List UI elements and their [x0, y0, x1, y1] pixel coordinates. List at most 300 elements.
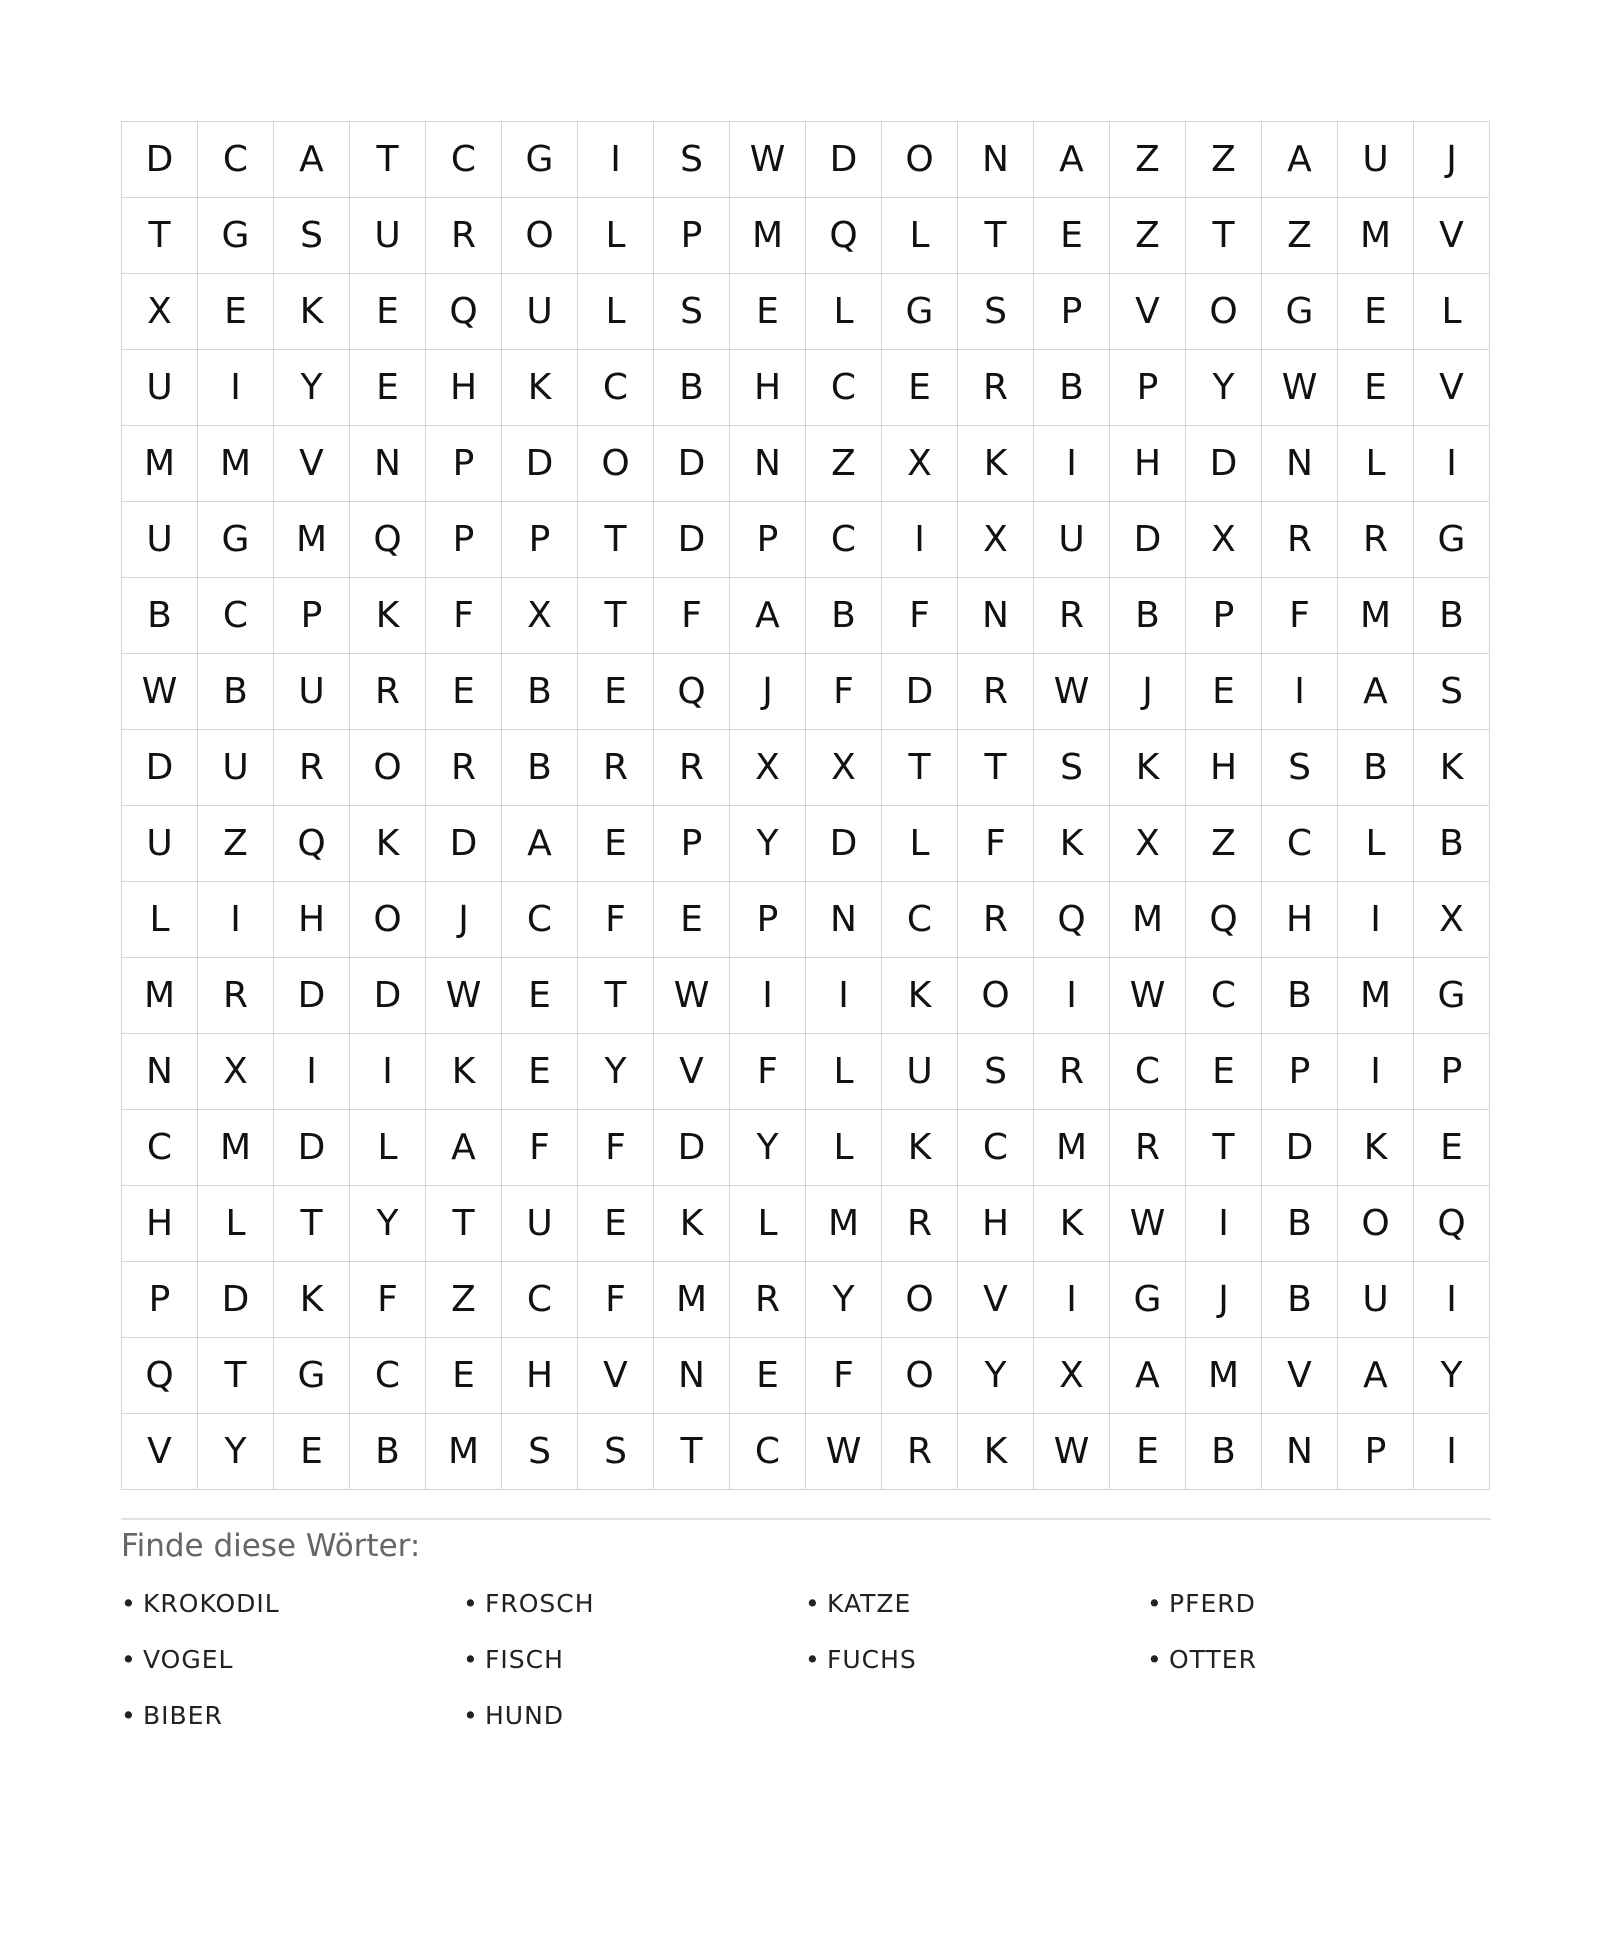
- grid-cell[interactable]: B: [654, 350, 730, 426]
- grid-cell[interactable]: L: [730, 1186, 806, 1262]
- grid-cell[interactable]: M: [1338, 958, 1414, 1034]
- grid-cell[interactable]: X: [122, 274, 198, 350]
- grid-cell[interactable]: R: [274, 730, 350, 806]
- grid-cell[interactable]: P: [730, 882, 806, 958]
- grid-cell[interactable]: R: [1262, 502, 1338, 578]
- grid-cell[interactable]: R: [1034, 578, 1110, 654]
- grid-cell[interactable]: G: [882, 274, 958, 350]
- grid-cell[interactable]: Y: [350, 1186, 426, 1262]
- grid-cell[interactable]: C: [198, 578, 274, 654]
- grid-cell[interactable]: D: [1262, 1110, 1338, 1186]
- grid-cell[interactable]: R: [730, 1262, 806, 1338]
- grid-cell[interactable]: D: [426, 806, 502, 882]
- grid-cell[interactable]: W: [1110, 1186, 1186, 1262]
- grid-cell[interactable]: O: [882, 122, 958, 198]
- grid-cell[interactable]: U: [882, 1034, 958, 1110]
- grid-cell[interactable]: Z: [198, 806, 274, 882]
- grid-cell[interactable]: I: [882, 502, 958, 578]
- grid-cell[interactable]: Q: [1034, 882, 1110, 958]
- grid-cell[interactable]: D: [654, 426, 730, 502]
- grid-cell[interactable]: B: [1414, 806, 1490, 882]
- grid-cell[interactable]: M: [730, 198, 806, 274]
- grid-cell[interactable]: G: [1110, 1262, 1186, 1338]
- grid-cell[interactable]: X: [730, 730, 806, 806]
- grid-cell[interactable]: Z: [1186, 806, 1262, 882]
- grid-cell[interactable]: X: [502, 578, 578, 654]
- grid-cell[interactable]: S: [958, 1034, 1034, 1110]
- grid-cell[interactable]: S: [1414, 654, 1490, 730]
- grid-cell[interactable]: K: [958, 1414, 1034, 1490]
- grid-cell[interactable]: N: [806, 882, 882, 958]
- grid-cell[interactable]: I: [1186, 1186, 1262, 1262]
- grid-cell[interactable]: M: [654, 1262, 730, 1338]
- grid-cell[interactable]: Y: [730, 806, 806, 882]
- grid-cell[interactable]: G: [198, 502, 274, 578]
- grid-cell[interactable]: T: [654, 1414, 730, 1490]
- grid-cell[interactable]: D: [274, 1110, 350, 1186]
- grid-cell[interactable]: L: [806, 274, 882, 350]
- grid-cell[interactable]: Q: [806, 198, 882, 274]
- grid-cell[interactable]: I: [198, 350, 274, 426]
- grid-cell[interactable]: P: [730, 502, 806, 578]
- grid-cell[interactable]: E: [1034, 198, 1110, 274]
- grid-cell[interactable]: L: [882, 806, 958, 882]
- grid-cell[interactable]: E: [198, 274, 274, 350]
- grid-cell[interactable]: F: [654, 578, 730, 654]
- grid-cell[interactable]: Q: [274, 806, 350, 882]
- grid-cell[interactable]: K: [1034, 806, 1110, 882]
- grid-cell[interactable]: R: [350, 654, 426, 730]
- grid-cell[interactable]: E: [1186, 654, 1262, 730]
- grid-cell[interactable]: F: [806, 654, 882, 730]
- grid-cell[interactable]: K: [350, 806, 426, 882]
- grid-cell[interactable]: F: [806, 1338, 882, 1414]
- grid-cell[interactable]: U: [1338, 122, 1414, 198]
- grid-cell[interactable]: U: [122, 350, 198, 426]
- grid-cell[interactable]: V: [1414, 198, 1490, 274]
- grid-cell[interactable]: U: [274, 654, 350, 730]
- grid-cell[interactable]: Y: [1414, 1338, 1490, 1414]
- grid-cell[interactable]: F: [578, 882, 654, 958]
- grid-cell[interactable]: R: [1110, 1110, 1186, 1186]
- grid-cell[interactable]: D: [274, 958, 350, 1034]
- grid-cell[interactable]: Z: [426, 1262, 502, 1338]
- grid-cell[interactable]: B: [806, 578, 882, 654]
- grid-cell[interactable]: E: [426, 1338, 502, 1414]
- grid-cell[interactable]: J: [1186, 1262, 1262, 1338]
- grid-cell[interactable]: P: [1414, 1034, 1490, 1110]
- grid-cell[interactable]: O: [1186, 274, 1262, 350]
- grid-cell[interactable]: M: [1110, 882, 1186, 958]
- grid-cell[interactable]: F: [730, 1034, 806, 1110]
- grid-cell[interactable]: C: [806, 350, 882, 426]
- grid-cell[interactable]: D: [882, 654, 958, 730]
- grid-cell[interactable]: R: [578, 730, 654, 806]
- grid-cell[interactable]: P: [654, 806, 730, 882]
- grid-cell[interactable]: L: [122, 882, 198, 958]
- grid-cell[interactable]: S: [654, 122, 730, 198]
- grid-cell[interactable]: V: [958, 1262, 1034, 1338]
- grid-cell[interactable]: P: [502, 502, 578, 578]
- grid-cell[interactable]: B: [1262, 1186, 1338, 1262]
- grid-cell[interactable]: E: [578, 806, 654, 882]
- grid-cell[interactable]: I: [1034, 1262, 1110, 1338]
- grid-cell[interactable]: A: [1338, 1338, 1414, 1414]
- grid-cell[interactable]: L: [1414, 274, 1490, 350]
- grid-cell[interactable]: W: [1034, 1414, 1110, 1490]
- grid-cell[interactable]: E: [1414, 1110, 1490, 1186]
- grid-cell[interactable]: O: [958, 958, 1034, 1034]
- grid-cell[interactable]: F: [578, 1110, 654, 1186]
- grid-cell[interactable]: T: [122, 198, 198, 274]
- grid-cell[interactable]: C: [502, 1262, 578, 1338]
- grid-cell[interactable]: A: [426, 1110, 502, 1186]
- grid-cell[interactable]: H: [274, 882, 350, 958]
- grid-cell[interactable]: L: [198, 1186, 274, 1262]
- grid-cell[interactable]: C: [1110, 1034, 1186, 1110]
- grid-cell[interactable]: X: [198, 1034, 274, 1110]
- grid-cell[interactable]: K: [350, 578, 426, 654]
- grid-cell[interactable]: B: [198, 654, 274, 730]
- grid-cell[interactable]: E: [1110, 1414, 1186, 1490]
- grid-cell[interactable]: K: [274, 274, 350, 350]
- grid-cell[interactable]: C: [958, 1110, 1034, 1186]
- grid-cell[interactable]: Y: [198, 1414, 274, 1490]
- grid-cell[interactable]: K: [426, 1034, 502, 1110]
- grid-cell[interactable]: X: [1414, 882, 1490, 958]
- grid-cell[interactable]: U: [122, 806, 198, 882]
- grid-cell[interactable]: E: [1338, 350, 1414, 426]
- grid-cell[interactable]: A: [502, 806, 578, 882]
- grid-cell[interactable]: Z: [1110, 198, 1186, 274]
- grid-cell[interactable]: U: [1338, 1262, 1414, 1338]
- grid-cell[interactable]: H: [730, 350, 806, 426]
- grid-cell[interactable]: Y: [1186, 350, 1262, 426]
- grid-cell[interactable]: D: [1110, 502, 1186, 578]
- grid-cell[interactable]: M: [274, 502, 350, 578]
- grid-cell[interactable]: L: [882, 198, 958, 274]
- grid-cell[interactable]: I: [1262, 654, 1338, 730]
- grid-cell[interactable]: Y: [274, 350, 350, 426]
- grid-cell[interactable]: P: [1338, 1414, 1414, 1490]
- grid-cell[interactable]: F: [1262, 578, 1338, 654]
- grid-cell[interactable]: R: [654, 730, 730, 806]
- grid-cell[interactable]: B: [1262, 1262, 1338, 1338]
- grid-cell[interactable]: T: [958, 730, 1034, 806]
- grid-cell[interactable]: I: [350, 1034, 426, 1110]
- grid-cell[interactable]: W: [730, 122, 806, 198]
- grid-cell[interactable]: I: [1034, 958, 1110, 1034]
- grid-cell[interactable]: D: [198, 1262, 274, 1338]
- grid-cell[interactable]: K: [958, 426, 1034, 502]
- grid-cell[interactable]: W: [426, 958, 502, 1034]
- grid-cell[interactable]: T: [958, 198, 1034, 274]
- grid-cell[interactable]: T: [578, 502, 654, 578]
- grid-cell[interactable]: P: [274, 578, 350, 654]
- grid-cell[interactable]: E: [274, 1414, 350, 1490]
- grid-cell[interactable]: M: [122, 958, 198, 1034]
- grid-cell[interactable]: O: [350, 882, 426, 958]
- grid-cell[interactable]: E: [730, 1338, 806, 1414]
- grid-cell[interactable]: B: [122, 578, 198, 654]
- grid-cell[interactable]: R: [882, 1414, 958, 1490]
- grid-cell[interactable]: J: [1414, 122, 1490, 198]
- grid-cell[interactable]: W: [806, 1414, 882, 1490]
- grid-cell[interactable]: T: [274, 1186, 350, 1262]
- grid-cell[interactable]: K: [1034, 1186, 1110, 1262]
- grid-cell[interactable]: H: [958, 1186, 1034, 1262]
- grid-cell[interactable]: N: [350, 426, 426, 502]
- grid-cell[interactable]: K: [882, 1110, 958, 1186]
- grid-cell[interactable]: T: [578, 578, 654, 654]
- grid-cell[interactable]: E: [1186, 1034, 1262, 1110]
- grid-cell[interactable]: M: [1338, 578, 1414, 654]
- grid-cell[interactable]: M: [1338, 198, 1414, 274]
- grid-cell[interactable]: W: [1262, 350, 1338, 426]
- grid-cell[interactable]: C: [1186, 958, 1262, 1034]
- grid-cell[interactable]: M: [198, 426, 274, 502]
- grid-cell[interactable]: P: [1034, 274, 1110, 350]
- grid-cell[interactable]: L: [578, 274, 654, 350]
- grid-cell[interactable]: O: [578, 426, 654, 502]
- grid-cell[interactable]: D: [122, 730, 198, 806]
- grid-cell[interactable]: V: [1414, 350, 1490, 426]
- grid-cell[interactable]: P: [1262, 1034, 1338, 1110]
- grid-cell[interactable]: O: [882, 1338, 958, 1414]
- grid-cell[interactable]: B: [1414, 578, 1490, 654]
- grid-cell[interactable]: Q: [1186, 882, 1262, 958]
- grid-cell[interactable]: R: [426, 730, 502, 806]
- grid-cell[interactable]: J: [730, 654, 806, 730]
- grid-cell[interactable]: R: [198, 958, 274, 1034]
- grid-cell[interactable]: W: [1034, 654, 1110, 730]
- grid-cell[interactable]: T: [426, 1186, 502, 1262]
- grid-cell[interactable]: Q: [350, 502, 426, 578]
- grid-cell[interactable]: E: [350, 350, 426, 426]
- grid-cell[interactable]: E: [654, 882, 730, 958]
- grid-cell[interactable]: I: [1338, 1034, 1414, 1110]
- grid-cell[interactable]: D: [654, 502, 730, 578]
- grid-cell[interactable]: U: [502, 274, 578, 350]
- grid-cell[interactable]: Y: [730, 1110, 806, 1186]
- grid-cell[interactable]: Q: [654, 654, 730, 730]
- grid-cell[interactable]: N: [958, 578, 1034, 654]
- grid-cell[interactable]: N: [122, 1034, 198, 1110]
- grid-cell[interactable]: M: [1034, 1110, 1110, 1186]
- grid-cell[interactable]: L: [806, 1034, 882, 1110]
- grid-cell[interactable]: C: [1262, 806, 1338, 882]
- grid-cell[interactable]: U: [122, 502, 198, 578]
- grid-cell[interactable]: P: [426, 426, 502, 502]
- grid-cell[interactable]: V: [1110, 274, 1186, 350]
- grid-cell[interactable]: B: [502, 654, 578, 730]
- grid-cell[interactable]: A: [1034, 122, 1110, 198]
- grid-cell[interactable]: C: [426, 122, 502, 198]
- grid-cell[interactable]: E: [578, 1186, 654, 1262]
- grid-cell[interactable]: L: [806, 1110, 882, 1186]
- grid-cell[interactable]: F: [426, 578, 502, 654]
- grid-cell[interactable]: Z: [1186, 122, 1262, 198]
- grid-cell[interactable]: R: [1338, 502, 1414, 578]
- grid-cell[interactable]: B: [1034, 350, 1110, 426]
- grid-cell[interactable]: E: [502, 958, 578, 1034]
- grid-cell[interactable]: S: [274, 198, 350, 274]
- grid-cell[interactable]: K: [882, 958, 958, 1034]
- grid-cell[interactable]: H: [502, 1338, 578, 1414]
- grid-cell[interactable]: W: [654, 958, 730, 1034]
- grid-cell[interactable]: I: [806, 958, 882, 1034]
- grid-cell[interactable]: G: [274, 1338, 350, 1414]
- grid-cell[interactable]: X: [958, 502, 1034, 578]
- grid-cell[interactable]: M: [806, 1186, 882, 1262]
- grid-cell[interactable]: E: [426, 654, 502, 730]
- grid-cell[interactable]: E: [882, 350, 958, 426]
- grid-cell[interactable]: U: [350, 198, 426, 274]
- grid-cell[interactable]: T: [882, 730, 958, 806]
- grid-cell[interactable]: G: [1414, 958, 1490, 1034]
- grid-cell[interactable]: I: [1414, 426, 1490, 502]
- grid-cell[interactable]: F: [578, 1262, 654, 1338]
- grid-cell[interactable]: A: [274, 122, 350, 198]
- grid-cell[interactable]: J: [1110, 654, 1186, 730]
- grid-cell[interactable]: K: [1110, 730, 1186, 806]
- grid-cell[interactable]: S: [578, 1414, 654, 1490]
- grid-cell[interactable]: T: [350, 122, 426, 198]
- grid-cell[interactable]: D: [350, 958, 426, 1034]
- grid-cell[interactable]: E: [350, 274, 426, 350]
- grid-cell[interactable]: X: [882, 426, 958, 502]
- grid-cell[interactable]: P: [654, 198, 730, 274]
- grid-cell[interactable]: O: [350, 730, 426, 806]
- grid-cell[interactable]: C: [198, 122, 274, 198]
- grid-cell[interactable]: H: [1110, 426, 1186, 502]
- grid-cell[interactable]: K: [654, 1186, 730, 1262]
- grid-cell[interactable]: P: [426, 502, 502, 578]
- grid-cell[interactable]: T: [578, 958, 654, 1034]
- grid-cell[interactable]: Z: [1110, 122, 1186, 198]
- grid-cell[interactable]: C: [730, 1414, 806, 1490]
- grid-cell[interactable]: S: [502, 1414, 578, 1490]
- grid-cell[interactable]: R: [426, 198, 502, 274]
- grid-cell[interactable]: A: [1262, 122, 1338, 198]
- grid-cell[interactable]: U: [198, 730, 274, 806]
- grid-cell[interactable]: V: [274, 426, 350, 502]
- grid-cell[interactable]: Y: [806, 1262, 882, 1338]
- grid-cell[interactable]: I: [1034, 426, 1110, 502]
- grid-cell[interactable]: F: [350, 1262, 426, 1338]
- grid-cell[interactable]: R: [958, 350, 1034, 426]
- grid-cell[interactable]: C: [882, 882, 958, 958]
- grid-cell[interactable]: B: [350, 1414, 426, 1490]
- grid-cell[interactable]: I: [1414, 1262, 1490, 1338]
- grid-cell[interactable]: S: [1034, 730, 1110, 806]
- grid-cell[interactable]: Q: [426, 274, 502, 350]
- grid-cell[interactable]: I: [198, 882, 274, 958]
- grid-cell[interactable]: F: [502, 1110, 578, 1186]
- grid-cell[interactable]: B: [1186, 1414, 1262, 1490]
- grid-cell[interactable]: H: [1262, 882, 1338, 958]
- grid-cell[interactable]: D: [806, 806, 882, 882]
- grid-cell[interactable]: H: [1186, 730, 1262, 806]
- grid-cell[interactable]: O: [882, 1262, 958, 1338]
- grid-cell[interactable]: O: [1338, 1186, 1414, 1262]
- grid-cell[interactable]: D: [122, 122, 198, 198]
- grid-cell[interactable]: I: [730, 958, 806, 1034]
- grid-cell[interactable]: N: [730, 426, 806, 502]
- grid-cell[interactable]: B: [502, 730, 578, 806]
- grid-cell[interactable]: B: [1110, 578, 1186, 654]
- grid-cell[interactable]: V: [578, 1338, 654, 1414]
- grid-cell[interactable]: D: [654, 1110, 730, 1186]
- grid-cell[interactable]: G: [1414, 502, 1490, 578]
- grid-cell[interactable]: P: [1110, 350, 1186, 426]
- grid-cell[interactable]: T: [198, 1338, 274, 1414]
- grid-cell[interactable]: P: [122, 1262, 198, 1338]
- grid-cell[interactable]: K: [1414, 730, 1490, 806]
- grid-cell[interactable]: L: [578, 198, 654, 274]
- grid-cell[interactable]: Q: [1414, 1186, 1490, 1262]
- grid-cell[interactable]: N: [654, 1338, 730, 1414]
- grid-cell[interactable]: S: [654, 274, 730, 350]
- grid-cell[interactable]: C: [350, 1338, 426, 1414]
- grid-cell[interactable]: G: [502, 122, 578, 198]
- grid-cell[interactable]: J: [426, 882, 502, 958]
- grid-cell[interactable]: D: [1186, 426, 1262, 502]
- grid-cell[interactable]: L: [1338, 806, 1414, 882]
- grid-cell[interactable]: I: [1414, 1414, 1490, 1490]
- grid-cell[interactable]: N: [1262, 1414, 1338, 1490]
- grid-cell[interactable]: A: [730, 578, 806, 654]
- grid-cell[interactable]: H: [426, 350, 502, 426]
- grid-cell[interactable]: N: [958, 122, 1034, 198]
- grid-cell[interactable]: U: [1034, 502, 1110, 578]
- grid-cell[interactable]: G: [1262, 274, 1338, 350]
- grid-cell[interactable]: I: [578, 122, 654, 198]
- grid-cell[interactable]: V: [654, 1034, 730, 1110]
- grid-cell[interactable]: O: [502, 198, 578, 274]
- grid-cell[interactable]: A: [1338, 654, 1414, 730]
- grid-cell[interactable]: D: [806, 122, 882, 198]
- grid-cell[interactable]: R: [1034, 1034, 1110, 1110]
- grid-cell[interactable]: Q: [122, 1338, 198, 1414]
- grid-cell[interactable]: X: [1186, 502, 1262, 578]
- grid-cell[interactable]: M: [198, 1110, 274, 1186]
- grid-cell[interactable]: X: [1110, 806, 1186, 882]
- grid-cell[interactable]: B: [1338, 730, 1414, 806]
- grid-cell[interactable]: C: [502, 882, 578, 958]
- grid-cell[interactable]: T: [1186, 198, 1262, 274]
- grid-cell[interactable]: C: [578, 350, 654, 426]
- grid-cell[interactable]: I: [1338, 882, 1414, 958]
- grid-cell[interactable]: K: [502, 350, 578, 426]
- grid-cell[interactable]: F: [958, 806, 1034, 882]
- grid-cell[interactable]: M: [122, 426, 198, 502]
- grid-cell[interactable]: R: [958, 882, 1034, 958]
- grid-cell[interactable]: S: [958, 274, 1034, 350]
- grid-cell[interactable]: I: [274, 1034, 350, 1110]
- grid-cell[interactable]: L: [1338, 426, 1414, 502]
- grid-cell[interactable]: W: [1110, 958, 1186, 1034]
- grid-cell[interactable]: N: [1262, 426, 1338, 502]
- grid-cell[interactable]: X: [1034, 1338, 1110, 1414]
- grid-cell[interactable]: E: [730, 274, 806, 350]
- grid-cell[interactable]: Z: [806, 426, 882, 502]
- grid-cell[interactable]: X: [806, 730, 882, 806]
- grid-cell[interactable]: Z: [1262, 198, 1338, 274]
- grid-cell[interactable]: C: [122, 1110, 198, 1186]
- grid-cell[interactable]: U: [502, 1186, 578, 1262]
- grid-cell[interactable]: E: [578, 654, 654, 730]
